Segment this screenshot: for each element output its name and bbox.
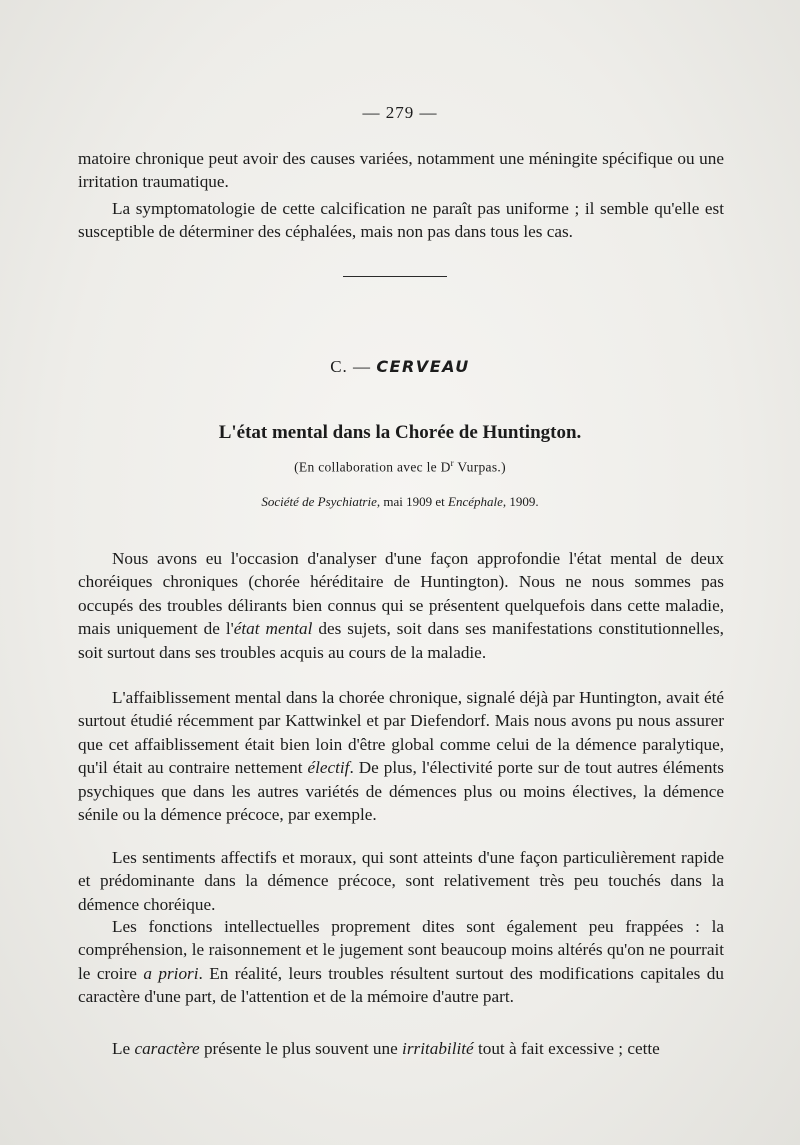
citation-journal-2: Encéphale [448, 494, 503, 509]
section-heading [0, 357, 800, 377]
paragraph-continuation: matoire chronique peut avoir des causes variées, notamment une méningite spécifique ou une irritation traumatique. [78, 149, 724, 192]
section-title: CERVEAU [376, 357, 470, 376]
collab-sup: r [450, 458, 454, 468]
paragraph-symptomatology: La symptomatologie de cette calcification ne paraît pas uniforme ; il semble qu'elle est susceptible de déterminer des céphalées, mais non pas dans tous les cas. [78, 199, 724, 242]
citation-end: , 1909. [502, 494, 539, 509]
page-number: — 279 — [362, 103, 438, 122]
text-run: présente le plus souvent une [199, 1039, 403, 1058]
collaboration-note [0, 458, 800, 476]
text-run: des sujets, soit dans ses manifestations constitutionnelles, soit surtout dans ses troubles acquis au cours de la maladie. [78, 619, 724, 662]
emphasis: caractère [134, 1039, 200, 1058]
paragraph-character [78, 1037, 724, 1060]
collab-prefix: (En collaboration avec le D [294, 459, 451, 475]
citation [0, 494, 800, 510]
emphasis: électif [307, 758, 350, 778]
emphasis: état mental [233, 619, 313, 639]
text-run: Le [112, 1039, 135, 1058]
paragraph-analysis [78, 547, 724, 664]
text-run: Nous avons eu l'occasion d'analyser d'une façon approfondie l'état mental de deux choréiques chroniques (chorée héréditaire de Huntington). Nous ne nous sommes pas occupés des troubles délirants bien connus qui se présentent quelquefois dans cette maladie, mais uniquement de l' [78, 549, 724, 639]
text-run: Les fonctions intellectuelles proprement dites sont également peu frappées : la compréhension, le raisonnement et le jugement sont beaucoup moins altérés qu'on ne pourrait le croire [78, 917, 724, 983]
emphasis: irritabilité [402, 1039, 474, 1058]
paragraph-functions [78, 915, 724, 1009]
text-run: . En réalité, leurs troubles résultent surtout des modifications capitales du caractère d'une part, de l'attention et de la mémoire d'autre part. [78, 963, 724, 1007]
text-run: L'affaiblissement mental dans la chorée chronique, signalé déjà par Huntington, avait été surtout étudié récemment par Kattwinkel et par Diefendorf. Mais nous avons pu nous assurer que cet affaiblissement était bien loin d'être global comme celui de la démence paralytique, qu'il était au contraire nettement [78, 688, 724, 778]
paragraph-weakening [78, 686, 724, 826]
citation-mid: , mai 1909 et [376, 494, 449, 509]
article-title: L'état mental dans la Chorée de Huntington. [218, 422, 582, 443]
paragraph-sentiments: Les sentiments affectifs et moraux, qui sont atteints d'une façon particulièrement rapide et prédominante dans la démence précoce, sont relativement très peu touchés dans la démence choréique. [78, 848, 724, 914]
section-divider [343, 276, 447, 277]
section-letter: C. — [330, 357, 377, 376]
emphasis: a priori [143, 963, 199, 983]
collab-suffix: Vurpas.) [453, 459, 506, 475]
citation-journal-1: Société de Psychiatrie [261, 494, 377, 509]
text-run: tout à fait excessive ; cette [473, 1039, 660, 1058]
text-run: . De plus, l'électivité porte sur de tout autres éléments psychiques que dans les autres variétés de démences plus ou moins électives, la démence sénile ou la démence précoce, par exemple. [78, 758, 724, 825]
